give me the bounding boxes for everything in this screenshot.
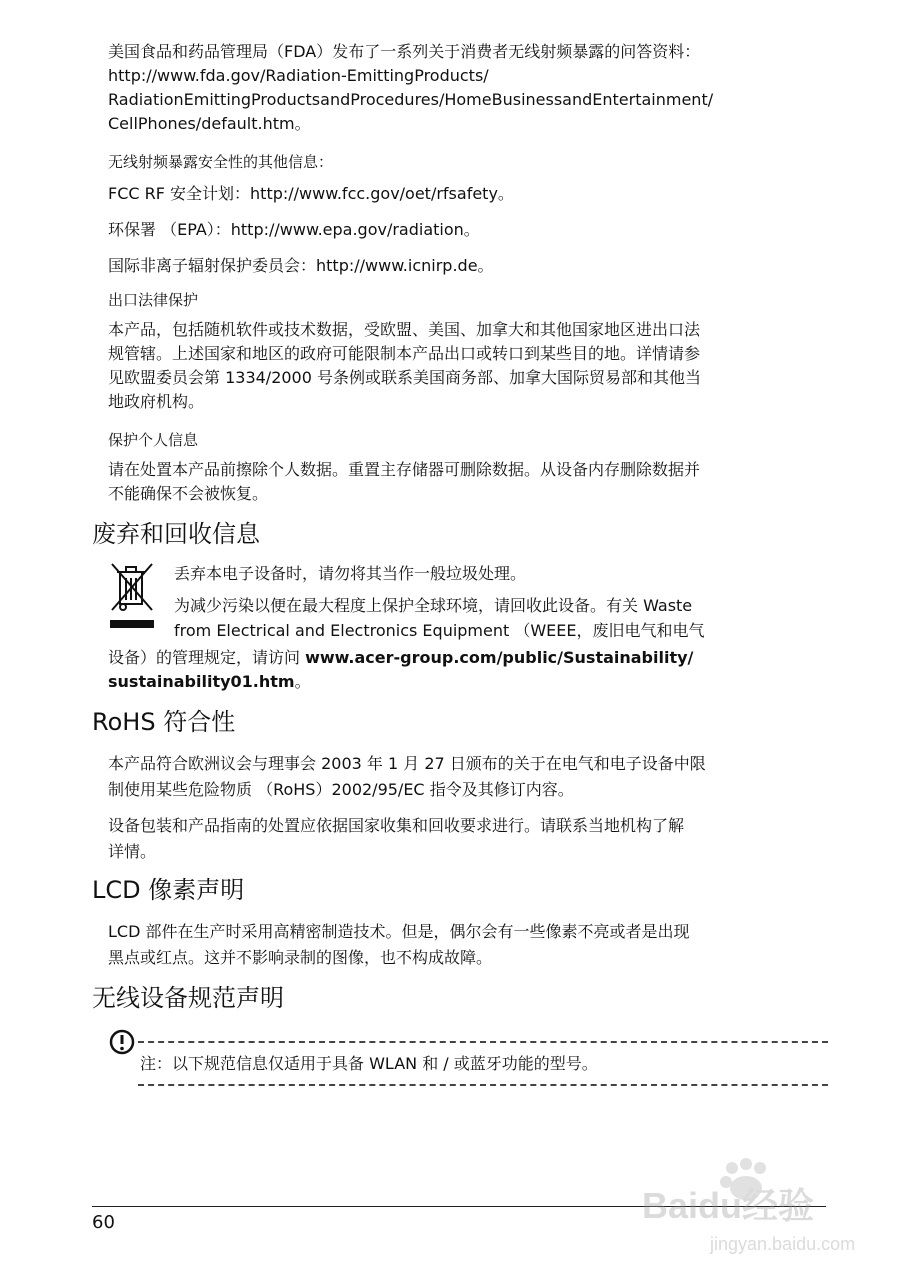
disposal-line-4 xyxy=(108,646,828,670)
lcd-line-1: LCD 部件在生产时采用高精密制造技术。但是，偶尔会有一些像素不亮或者是出现 xyxy=(108,922,690,941)
wireless-note: 注：以下规范信息仅适用于具备 WLAN 和 / 或蓝牙功能的型号。 xyxy=(140,1054,598,1073)
fda-line-1: 美国食品和药品管理局（FDA）发布了一系列关于消费者无线射频暴露的问答资料： xyxy=(108,42,701,61)
disposal-line-4-prefix: 设备）的管理规定，请访问 xyxy=(108,648,306,667)
export-line-3: 见欧盟委员会第 1334/2000 号条例或联系美国商务部、加拿大国际贸易部和其他当 xyxy=(108,368,702,387)
watermark-url: jingyan.baidu.com xyxy=(710,1234,856,1254)
privacy-line-1: 请在处置本产品前擦除个人数据。重置主存储器可删除数据。从设备内存删除数据并 xyxy=(108,460,701,479)
rohs-heading: RoHS 符合性 xyxy=(92,708,236,736)
privacy-line-2: 不能确保不会被恢复。 xyxy=(108,484,269,503)
baidu-watermark xyxy=(640,1150,890,1260)
disposal-line-5 xyxy=(108,670,828,694)
rohs-p2-line-1: 设备包装和产品指南的处置应依据国家收集和回收要求进行。请联系当地机构了解 xyxy=(108,816,685,835)
epa-line: 环保署 （EPA）：http://www.epa.gov/radiation。 xyxy=(108,220,480,239)
watermark-logo: Baidu经验 xyxy=(642,1185,815,1226)
export-line-2: 规管辖。上述国家和地区的政府可能限制本产品出口或转口到某些目的地。详情请参 xyxy=(108,344,701,363)
disposal-line-5-suffix: 。 xyxy=(294,672,311,691)
fda-url-line-2[interactable]: RadiationEmittingProductsandProcedures/HomeBusinessandEntertainment/ xyxy=(108,90,714,109)
fda-url-line-3[interactable]: CellPhones/default.htm。 xyxy=(108,114,311,133)
export-line-4: 地政府机构。 xyxy=(108,392,205,411)
lcd-heading: LCD 像素声明 xyxy=(92,876,245,904)
acer-sustainability-link-end[interactable]: sustainability01.htm xyxy=(108,672,295,691)
note-bottom-divider xyxy=(138,1084,828,1086)
icnirp-line: 国际非离子辐射保护委员会：http://www.icnirp.de。 xyxy=(108,256,494,275)
weee-crossed-bin-icon xyxy=(108,562,156,634)
rohs-p2-line-2: 详情。 xyxy=(108,842,157,861)
page-number: 60 xyxy=(92,1212,115,1233)
warning-note-icon xyxy=(108,1028,136,1056)
note-top-divider xyxy=(138,1041,828,1043)
fda-url-line-1[interactable]: http://www.fda.gov/Radiation-EmittingProducts/ xyxy=(108,66,489,85)
export-line-1: 本产品，包括随机软件或技术数据，受欧盟、美国、加拿大和其他国家地区进出口法 xyxy=(108,320,701,339)
disposal-line-2: 为减少污染以便在最大程度上保护全球环境，请回收此设备。有关 Waste xyxy=(174,596,693,615)
privacy-title: 保护个人信息 xyxy=(108,431,199,449)
rohs-p1-line-2: 制使用某些危险物质 （RoHS）2002/95/EC 指令及其修订内容。 xyxy=(108,780,574,799)
rohs-p1-line-1: 本产品符合欧洲议会与理事会 2003 年 1 月 27 日颁布的关于在电气和电子设备中限 xyxy=(108,754,706,773)
export-title: 出口法律保护 xyxy=(108,291,199,309)
rf-info-title: 无线射频暴露安全性的其他信息： xyxy=(108,153,334,171)
disposal-line-3: from Electrical and Electronics Equipment （WEEE，废旧电气和电气 xyxy=(174,621,705,640)
lcd-line-2: 黑点或红点。这并不影响录制的图像，也不构成故障。 xyxy=(108,948,493,967)
acer-sustainability-link[interactable]: www.acer-group.com/public/Sustainability/ xyxy=(305,648,694,667)
disposal-line-1: 丢弃本电子设备时，请勿将其当作一般垃圾处理。 xyxy=(174,564,527,583)
wireless-heading: 无线设备规范声明 xyxy=(92,984,284,1012)
disposal-heading: 废弃和回收信息 xyxy=(92,520,260,548)
fcc-rf-safety-line: FCC RF 安全计划：http://www.fcc.gov/oet/rfsafety。 xyxy=(108,184,514,203)
